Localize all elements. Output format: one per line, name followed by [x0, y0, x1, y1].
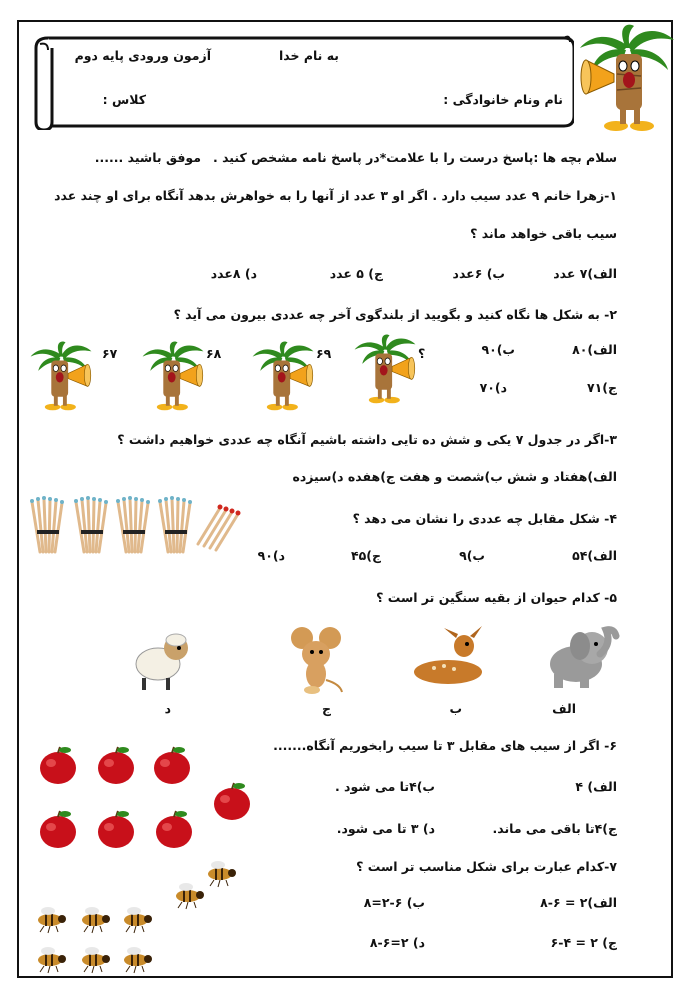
q6-option-c: ج)۴تا باقی می ماند. [492, 821, 617, 836]
q7-option-d: د) ۲=۶-۸ [369, 935, 425, 950]
q7-question: ۷-کدام عبارت برای شکل مناسب تر است ؟ [356, 859, 617, 874]
q2-seq-2: ۶۸ [206, 346, 222, 361]
q4-option-d: د)۹۰ [257, 548, 285, 563]
q4-straw-bundles [30, 494, 245, 556]
q4-option-b: ب)۹ [459, 548, 485, 563]
q7-bees [30, 858, 250, 978]
q5-label-b: ب [449, 701, 462, 716]
q2-option-a: الف)۸۰ [572, 342, 617, 357]
q6-option-a: الف) ۴ [575, 779, 617, 794]
q5-label-c: ج [321, 701, 331, 716]
q7-option-b: ب) ۶-۲=۸ [363, 895, 425, 910]
instructions: سلام بچه ها :پاسخ درست را با علامت*در پاسخ نامه مشخص کنید . [212, 150, 617, 165]
q4-option-a: الف)۵۴ [572, 548, 617, 563]
q5-label-a: الف [552, 701, 576, 716]
fawn-image [404, 624, 490, 690]
q1-option-b: ب) ۶عدد [452, 266, 505, 281]
bismillah: به نام خدا [278, 48, 339, 63]
q2-option-c: ج)۷۱ [587, 380, 617, 395]
sheep-image [132, 628, 192, 692]
q4-option-c: ج)۴۵ [351, 548, 381, 563]
q2-seq-3: ۶۹ [316, 346, 332, 361]
q6-option-d: د) ۳ تا می شود. [336, 821, 435, 836]
q6-apples [34, 742, 256, 856]
q2-option-d: د)۷۰ [479, 380, 507, 395]
q2-question: ۲- به شکل ها نگاه کنید و بگویید از بلندگوی آخر چه عددی بیرون می آید ؟ [173, 307, 617, 322]
q7-option-c: ج) ۲ = ۴-۶ [550, 935, 617, 950]
good-luck: موفق باشید ...... [94, 150, 201, 165]
mouse-image [288, 624, 346, 698]
header-scroll [34, 32, 574, 130]
q2-seq-4: ؟ [418, 346, 426, 361]
q2-mascot-2 [140, 340, 206, 412]
palm-megaphone-mascot [576, 24, 678, 132]
q6-question: ۶- اگر از سیب های مقابل ۳ تا سیب رابخوریم آنگاه....... [273, 738, 617, 753]
q3-options: الف)هفتاد و شش ب)شصت و هفت ج)هفده د)سیزده [292, 469, 617, 484]
q1-option-d: د) ۸عدد [210, 266, 257, 281]
q3-question: ۳-اگر در جدول ۷ یکی و شش ده تایی داشته باشیم آنگاه چه عددی خواهیم داشت ؟ [117, 432, 617, 447]
q2-option-b: ب)۹۰ [481, 342, 515, 357]
q2-mascot-3 [250, 340, 316, 412]
q1-line1: ۱-زهرا خانم ۹ عدد سیب دارد . اگر او ۳ عدد از آنها را به خواهرش بدهد آنگاه برای او چند عدد [54, 188, 617, 203]
name-label: نام ونام خانوادگی : [443, 92, 563, 107]
q1-option-c: ج) ۵ عدد [329, 266, 383, 281]
q4-question: ۴- شکل مقابل چه عددی را نشان می دهد ؟ [352, 511, 617, 526]
class-label: کلاس : [102, 92, 146, 107]
q5-label-d: د [164, 701, 171, 716]
q1-line2: سیب باقی خواهد ماند ؟ [470, 226, 617, 241]
q2-mascot-1 [28, 340, 94, 412]
q2-mascot-4 [352, 333, 418, 405]
elephant-image [540, 624, 620, 690]
q2-seq-1: ۶۷ [102, 346, 118, 361]
q5-question: ۵- کدام حیوان از بقیه سنگین تر است ؟ [376, 590, 617, 605]
q6-option-b: ب)۴تا می شود . [334, 779, 435, 794]
exam-title: آزمون ورودی پایه دوم [74, 48, 211, 63]
q1-option-a: الف)۷ عدد [553, 266, 617, 281]
q7-option-a: الف)۲ = ۶-۸ [540, 895, 617, 910]
